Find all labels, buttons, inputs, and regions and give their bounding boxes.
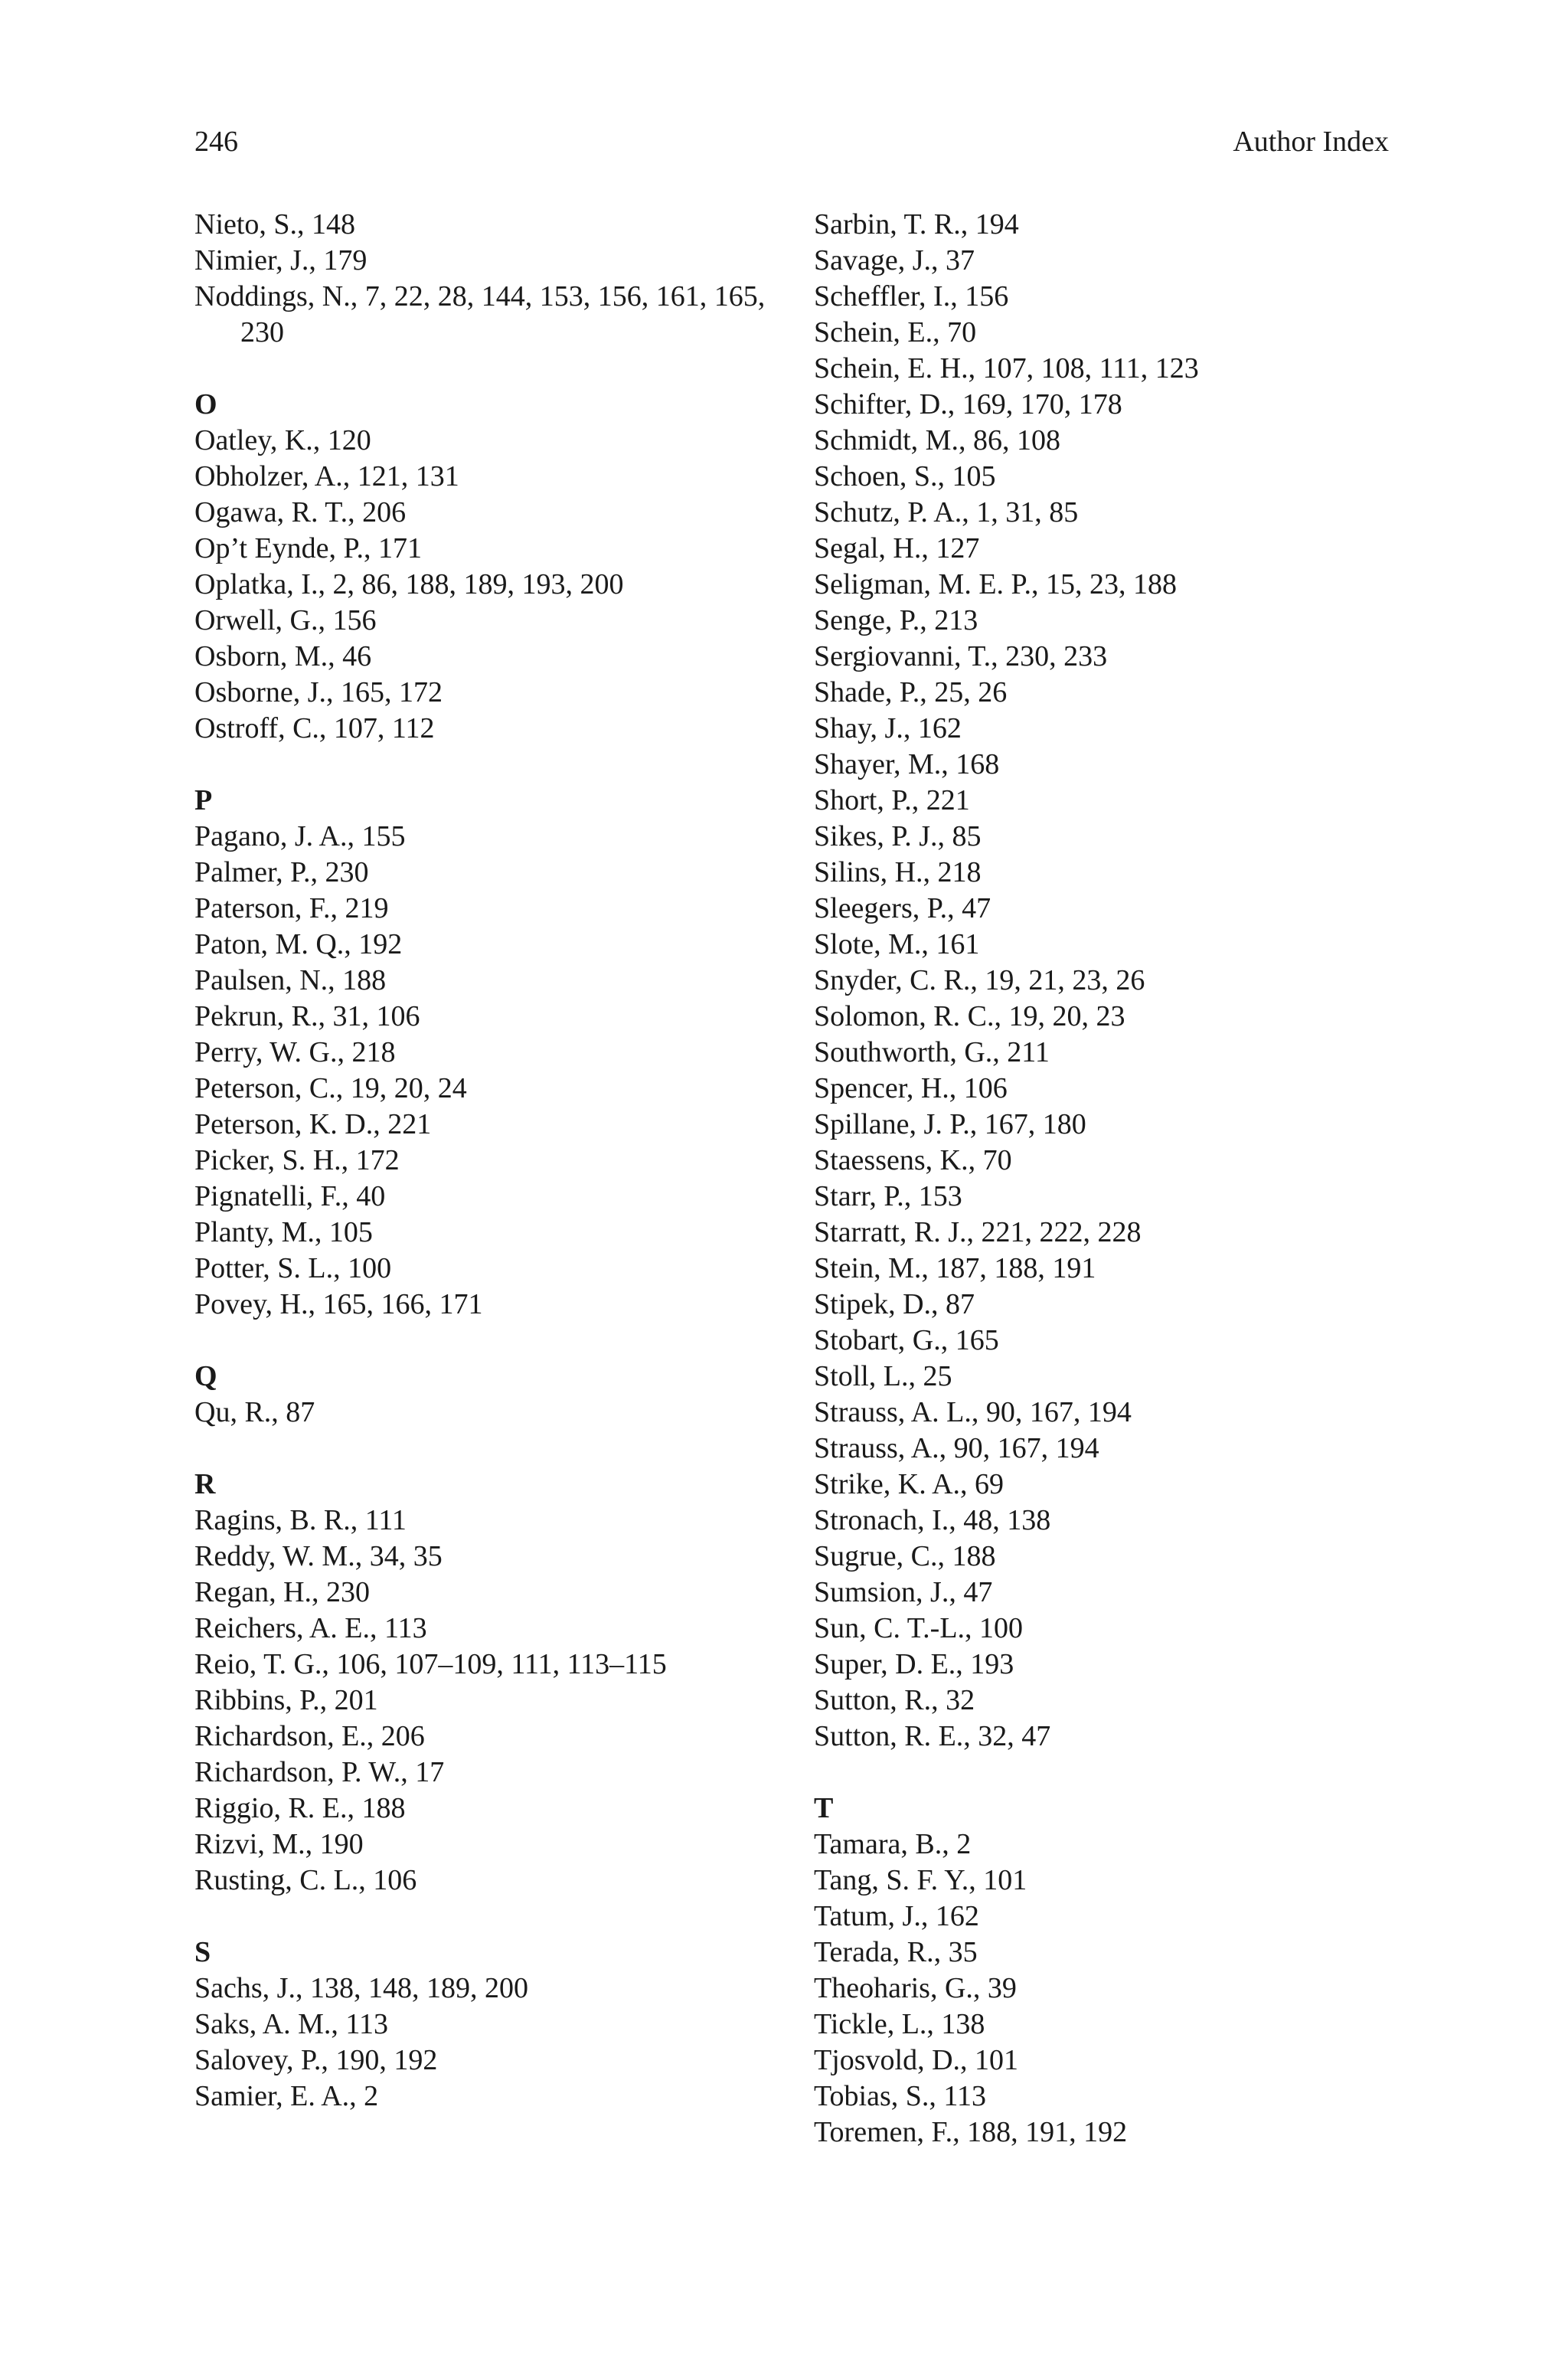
index-entry: Slote, M., 161 bbox=[814, 928, 980, 960]
index-entry: Starratt, R. J., 221, 222, 228 bbox=[814, 1216, 1142, 1248]
index-entry: Terada, R., 35 bbox=[814, 1936, 978, 1968]
index-entry: Super, D. E., 193 bbox=[814, 1648, 1014, 1680]
index-entry: Sergiovanni, T., 230, 233 bbox=[814, 640, 1108, 672]
index-entry: Paterson, F., 219 bbox=[194, 892, 389, 924]
index-entry: Reddy, W. M., 34, 35 bbox=[194, 1540, 443, 1572]
index-entry: Schein, E., 70 bbox=[814, 316, 977, 348]
index-section bbox=[194, 1467, 776, 1899]
index-entry: Samier, E. A., 2 bbox=[194, 2080, 379, 2112]
index-entry: Sutton, R. E., 32, 47 bbox=[814, 1720, 1051, 1752]
index-entry: Spencer, H., 106 bbox=[814, 1072, 1008, 1104]
index-entry: Sutton, R., 32 bbox=[814, 1684, 975, 1716]
index-entry: Rusting, C. L., 106 bbox=[194, 1864, 417, 1896]
index-entry: Richardson, P. W., 17 bbox=[194, 1756, 445, 1788]
running-head: Author Index bbox=[1233, 126, 1389, 158]
index-entry: Noddings, N., 7, 22, 28, 144, 153, 156, 161, 165, 230 bbox=[194, 280, 766, 348]
index-entry: Tobias, S., 113 bbox=[814, 2080, 986, 2112]
index-entry: Segal, H., 127 bbox=[814, 532, 980, 564]
index-column-right bbox=[814, 207, 1396, 2151]
index-entry: Savage, J., 37 bbox=[814, 244, 975, 276]
index-entry: Osborne, J., 165, 172 bbox=[194, 676, 443, 708]
section-letter-heading: Q bbox=[194, 1360, 217, 1392]
index-entry: Sugrue, C., 188 bbox=[814, 1540, 996, 1572]
index-entry: Palmer, P., 230 bbox=[194, 856, 369, 888]
index-entry: Paton, M. Q., 192 bbox=[194, 928, 403, 960]
index-entry: Stoll, L., 25 bbox=[814, 1360, 952, 1392]
index-entry: Salovey, P., 190, 192 bbox=[194, 2044, 438, 2076]
index-entry: Qu, R., 87 bbox=[194, 1396, 315, 1428]
index-entry: Toremen, F., 188, 191, 192 bbox=[814, 2116, 1128, 2148]
index-entry: Tatum, J., 162 bbox=[814, 1900, 979, 1932]
index-entry: Regan, H., 230 bbox=[194, 1576, 371, 1608]
index-entry: Strike, K. A., 69 bbox=[814, 1468, 1004, 1500]
index-entry: Southworth, G., 211 bbox=[814, 1036, 1050, 1068]
index-entry: Osborn, M., 46 bbox=[194, 640, 372, 672]
index-entry: Schifter, D., 169, 170, 178 bbox=[814, 388, 1122, 420]
index-section bbox=[814, 1791, 1396, 2151]
index-entry: Spillane, J. P., 167, 180 bbox=[814, 1108, 1086, 1140]
index-entry: Sleegers, P., 47 bbox=[814, 892, 991, 924]
index-entry: Sarbin, T. R., 194 bbox=[814, 208, 1019, 240]
continuation-entries bbox=[814, 207, 1396, 1755]
index-entry: Senge, P., 213 bbox=[814, 604, 978, 636]
index-sections bbox=[814, 1791, 1396, 2151]
index-entry: Oatley, K., 120 bbox=[194, 424, 371, 456]
index-entry: Schein, E. H., 107, 108, 111, 123 bbox=[814, 352, 1199, 384]
index-entry: Saks, A. M., 113 bbox=[194, 2008, 389, 2040]
index-entry: Stipek, D., 87 bbox=[814, 1288, 975, 1320]
index-entry: Schmidt, M., 86, 108 bbox=[814, 424, 1060, 456]
index-entry: Silins, H., 218 bbox=[814, 856, 982, 888]
index-entry: Richardson, E., 206 bbox=[194, 1720, 425, 1752]
index-entry: Ostroff, C., 107, 112 bbox=[194, 712, 435, 744]
index-entry: Nimier, J., 179 bbox=[194, 244, 368, 276]
page-header bbox=[194, 123, 1389, 161]
index-entry: Sikes, P. J., 85 bbox=[814, 820, 982, 852]
index-entry: Rizvi, M., 190 bbox=[194, 1828, 364, 1860]
section-letter-heading: S bbox=[194, 1936, 211, 1968]
index-entry: Planty, M., 105 bbox=[194, 1216, 373, 1248]
index-entry: Ribbins, P., 201 bbox=[194, 1684, 378, 1716]
section-letter-heading: R bbox=[194, 1468, 216, 1500]
index-entry: Tickle, L., 138 bbox=[814, 2008, 985, 2040]
index-sections bbox=[194, 387, 776, 2115]
index-entry: Solomon, R. C., 19, 20, 23 bbox=[814, 1000, 1125, 1032]
index-column-left bbox=[194, 207, 776, 2115]
index-entry: Potter, S. L., 100 bbox=[194, 1252, 392, 1284]
index-entry: Tamara, B., 2 bbox=[814, 1828, 972, 1860]
index-entry: Perry, W. G., 218 bbox=[194, 1036, 396, 1068]
index-entry: Pekrun, R., 31, 106 bbox=[194, 1000, 420, 1032]
index-entry: Sachs, J., 138, 148, 189, 200 bbox=[194, 1972, 528, 2004]
index-entry: Staessens, K., 70 bbox=[814, 1144, 1012, 1176]
section-letter-heading: O bbox=[194, 388, 217, 420]
index-entry: Strauss, A. L., 90, 167, 194 bbox=[814, 1396, 1132, 1428]
index-entry: Shade, P., 25, 26 bbox=[814, 676, 1008, 708]
index-section bbox=[194, 1935, 776, 2115]
index-entry: Tjosvold, D., 101 bbox=[814, 2044, 1019, 2076]
index-entry: Peterson, K. D., 221 bbox=[194, 1108, 432, 1140]
index-entry: Riggio, R. E., 188 bbox=[194, 1792, 406, 1824]
index-entry: Sumsion, J., 47 bbox=[814, 1576, 993, 1608]
index-entry: Sun, C. T.-L., 100 bbox=[814, 1612, 1024, 1644]
index-entry: Seligman, M. E. P., 15, 23, 188 bbox=[814, 568, 1177, 600]
index-entry: Stein, M., 187, 188, 191 bbox=[814, 1252, 1096, 1284]
index-entry: Paulsen, N., 188 bbox=[194, 964, 387, 996]
index-section bbox=[194, 387, 776, 747]
index-entry: Starr, P., 153 bbox=[814, 1180, 962, 1212]
index-entry: Ogawa, R. T., 206 bbox=[194, 496, 407, 528]
index-entry: Povey, H., 165, 166, 171 bbox=[194, 1288, 483, 1320]
index-section bbox=[194, 1359, 776, 1431]
index-entry: Short, P., 221 bbox=[814, 784, 970, 816]
index-entry: Stobart, G., 165 bbox=[814, 1324, 999, 1356]
index-entry: Stronach, I., 48, 138 bbox=[814, 1504, 1051, 1536]
index-entry: Peterson, C., 19, 20, 24 bbox=[194, 1072, 467, 1104]
section-letter-heading: T bbox=[814, 1792, 834, 1824]
page-number: 246 bbox=[194, 126, 238, 158]
index-entry: Orwell, G., 156 bbox=[194, 604, 377, 636]
continuation-entries bbox=[194, 207, 776, 351]
index-entry: Shayer, M., 168 bbox=[814, 748, 1000, 780]
index-entry: Nieto, S., 148 bbox=[194, 208, 356, 240]
index-section bbox=[194, 783, 776, 1323]
index-entry: Strauss, A., 90, 167, 194 bbox=[814, 1432, 1099, 1464]
index-entry: Obholzer, A., 121, 131 bbox=[194, 460, 459, 492]
index-entry: Pagano, J. A., 155 bbox=[194, 820, 406, 852]
index-entry: Schoen, S., 105 bbox=[814, 460, 996, 492]
index-entry: Snyder, C. R., 19, 21, 23, 26 bbox=[814, 964, 1145, 996]
index-entry: Reichers, A. E., 113 bbox=[194, 1612, 427, 1644]
index-entry: Scheffler, I., 156 bbox=[814, 280, 1009, 312]
index-entry: Schutz, P. A., 1, 31, 85 bbox=[814, 496, 1079, 528]
index-entry: Pignatelli, F., 40 bbox=[194, 1180, 386, 1212]
section-letter-heading: P bbox=[194, 784, 213, 816]
index-entry: Ragins, B. R., 111 bbox=[194, 1504, 407, 1536]
index-entry: Picker, S. H., 172 bbox=[194, 1144, 400, 1176]
index-entry: Reio, T. G., 106, 107–109, 111, 113–115 bbox=[194, 1648, 667, 1680]
index-entry: Theoharis, G., 39 bbox=[814, 1972, 1017, 2004]
index-entry: Oplatka, I., 2, 86, 188, 189, 193, 200 bbox=[194, 568, 624, 600]
index-entry: Op’t Eynde, P., 171 bbox=[194, 532, 422, 564]
index-entry: Tang, S. F. Y., 101 bbox=[814, 1864, 1027, 1896]
index-entry: Shay, J., 162 bbox=[814, 712, 962, 744]
